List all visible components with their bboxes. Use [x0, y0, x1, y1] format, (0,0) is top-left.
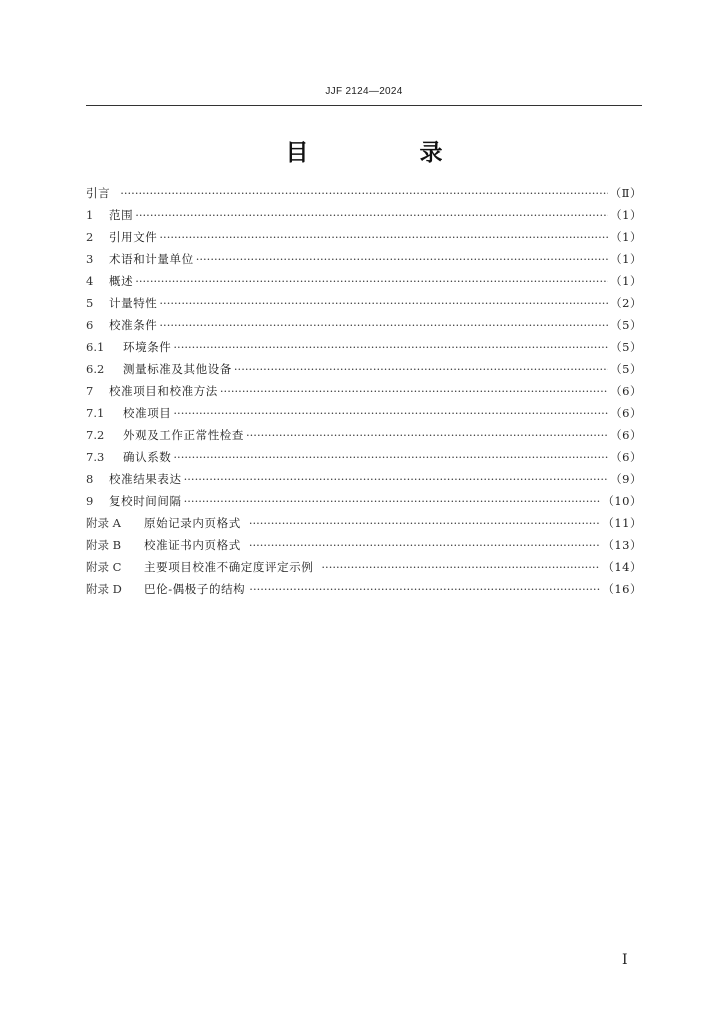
toc-entry-number: 8 [86, 472, 94, 486]
toc-entry-page: （14） [602, 560, 642, 574]
toc-leader-dots [173, 446, 608, 468]
toc-entry-page: （2） [610, 296, 642, 310]
toc-entry-label: 概述 [109, 274, 134, 288]
toc-leader-dots [173, 402, 608, 424]
toc-entry-number: 附录 D [86, 582, 122, 596]
toc-leader-dots [184, 490, 601, 512]
toc-entry-page: （5） [610, 318, 642, 332]
toc-entry-measurement-standards[interactable] [86, 358, 642, 380]
toc-leader-dots [321, 556, 600, 578]
toc-entry-label: 引言 [86, 186, 111, 200]
toc-entry-label: 引用文件 [109, 230, 158, 244]
toc-leader-dots [220, 380, 608, 402]
toc-leader-dots [184, 468, 609, 490]
toc-entry-result-expression[interactable] [86, 468, 642, 490]
toc-entry-label: 巴伦-偶极子的结构 [144, 582, 246, 596]
toc-entry-number: 7 [86, 384, 94, 398]
toc-entry-label: 校准项目和校准方法 [109, 384, 218, 398]
toc-leader-dots [249, 512, 601, 534]
toc-entry-number: 附录 B [86, 538, 122, 552]
toc-entry-label: 校准结果表达 [109, 472, 182, 486]
page-folio-number: I [622, 952, 628, 968]
toc-entry-number: 7.3 [86, 450, 105, 464]
toc-entry-number: 7.2 [86, 428, 105, 442]
toc-entry-metrological-characteristics[interactable] [86, 292, 642, 314]
toc-entry-page: （6） [610, 384, 642, 398]
toc-entry-calibration-conditions[interactable] [86, 314, 642, 336]
toc-entry-number: 6 [86, 318, 94, 332]
toc-entry-calibration-items[interactable] [86, 402, 642, 424]
toc-entry-number: 附录 C [86, 560, 122, 574]
toc-entry-label: 术语和计量单位 [109, 252, 194, 266]
toc-entry-confirmation-coefficient[interactable] [86, 446, 642, 468]
toc-entry-number: 6.2 [86, 362, 105, 376]
toc-entry-label: 环境条件 [123, 340, 172, 354]
toc-entry-number: 4 [86, 274, 94, 288]
toc-entry-number: 7.1 [86, 406, 105, 420]
toc-entry-appendix-d[interactable] [86, 578, 642, 600]
toc-entry-references[interactable] [86, 226, 642, 248]
toc-leader-dots [159, 292, 608, 314]
toc-entry-label: 主要项目校准不确定度评定示例 [144, 560, 314, 574]
toc-entry-page: （10） [602, 494, 642, 508]
toc-entry-label: 范围 [109, 208, 134, 222]
toc-entry-page: （Ⅱ） [609, 186, 642, 200]
toc-entry-page: （9） [610, 472, 642, 486]
toc-entry-appearance-check[interactable] [86, 424, 642, 446]
toc-leader-dots [159, 226, 608, 248]
page-title: 目 录 [285, 140, 487, 166]
toc-entry-number: 附录 A [86, 516, 121, 530]
toc-leader-dots [120, 182, 607, 204]
toc-entry-page: （5） [610, 340, 642, 354]
toc-entry-number: 2 [86, 230, 94, 244]
toc-leader-dots [135, 204, 608, 226]
toc-entry-page: （1） [610, 208, 642, 222]
toc-entry-label: 外观及工作正常性检查 [123, 428, 244, 442]
toc-entry-page: （16） [602, 582, 642, 596]
toc-entry-number: 5 [86, 296, 94, 310]
toc-entry-label: 测量标准及其他设备 [123, 362, 232, 376]
toc-entry-page: （6） [610, 406, 642, 420]
toc-entry-label: 校准项目 [123, 406, 172, 420]
toc-entry-overview[interactable] [86, 270, 642, 292]
toc-entry-page: （5） [610, 362, 642, 376]
toc-entry-introduction[interactable] [86, 182, 642, 204]
table-of-contents [86, 182, 642, 600]
toc-entry-recalibration-interval[interactable] [86, 490, 642, 512]
toc-entry-page: （13） [602, 538, 642, 552]
toc-entry-page: （6） [610, 450, 642, 464]
toc-entry-label: 校准证书内页格式 [144, 538, 241, 552]
toc-entry-label: 确认系数 [123, 450, 172, 464]
toc-entry-appendix-a[interactable] [86, 512, 642, 534]
toc-leader-dots [159, 314, 608, 336]
toc-entry-label: 复校时间间隔 [109, 494, 182, 508]
toc-leader-dots [135, 270, 608, 292]
toc-entry-label: 计量特性 [109, 296, 158, 310]
toc-entry-page: （1） [610, 274, 642, 288]
toc-entry-calibration-items-methods[interactable] [86, 380, 642, 402]
header-rule [86, 105, 642, 106]
toc-entry-appendix-c[interactable] [86, 556, 642, 578]
toc-entry-number: 6.1 [86, 340, 105, 354]
document-code-header: JJF 2124—2024 [325, 86, 403, 97]
toc-leader-dots [249, 578, 600, 600]
toc-leader-dots [246, 424, 608, 446]
toc-entry-environmental-conditions[interactable] [86, 336, 642, 358]
toc-leader-dots [173, 336, 608, 358]
toc-entry-label: 原始记录内页格式 [144, 516, 241, 530]
toc-entry-number: 3 [86, 252, 94, 266]
toc-leader-dots [234, 358, 608, 380]
toc-leader-dots [196, 248, 608, 270]
toc-entry-page: （6） [610, 428, 642, 442]
toc-entry-scope[interactable] [86, 204, 642, 226]
toc-entry-number: 1 [86, 208, 94, 222]
toc-entry-terms[interactable] [86, 248, 642, 270]
toc-leader-dots [249, 534, 601, 556]
toc-entry-page: （1） [610, 252, 642, 266]
toc-entry-page: （1） [610, 230, 642, 244]
toc-entry-page: （11） [602, 516, 642, 530]
toc-entry-appendix-b[interactable] [86, 534, 642, 556]
toc-entry-number: 9 [86, 494, 94, 508]
toc-entry-label: 校准条件 [109, 318, 158, 332]
